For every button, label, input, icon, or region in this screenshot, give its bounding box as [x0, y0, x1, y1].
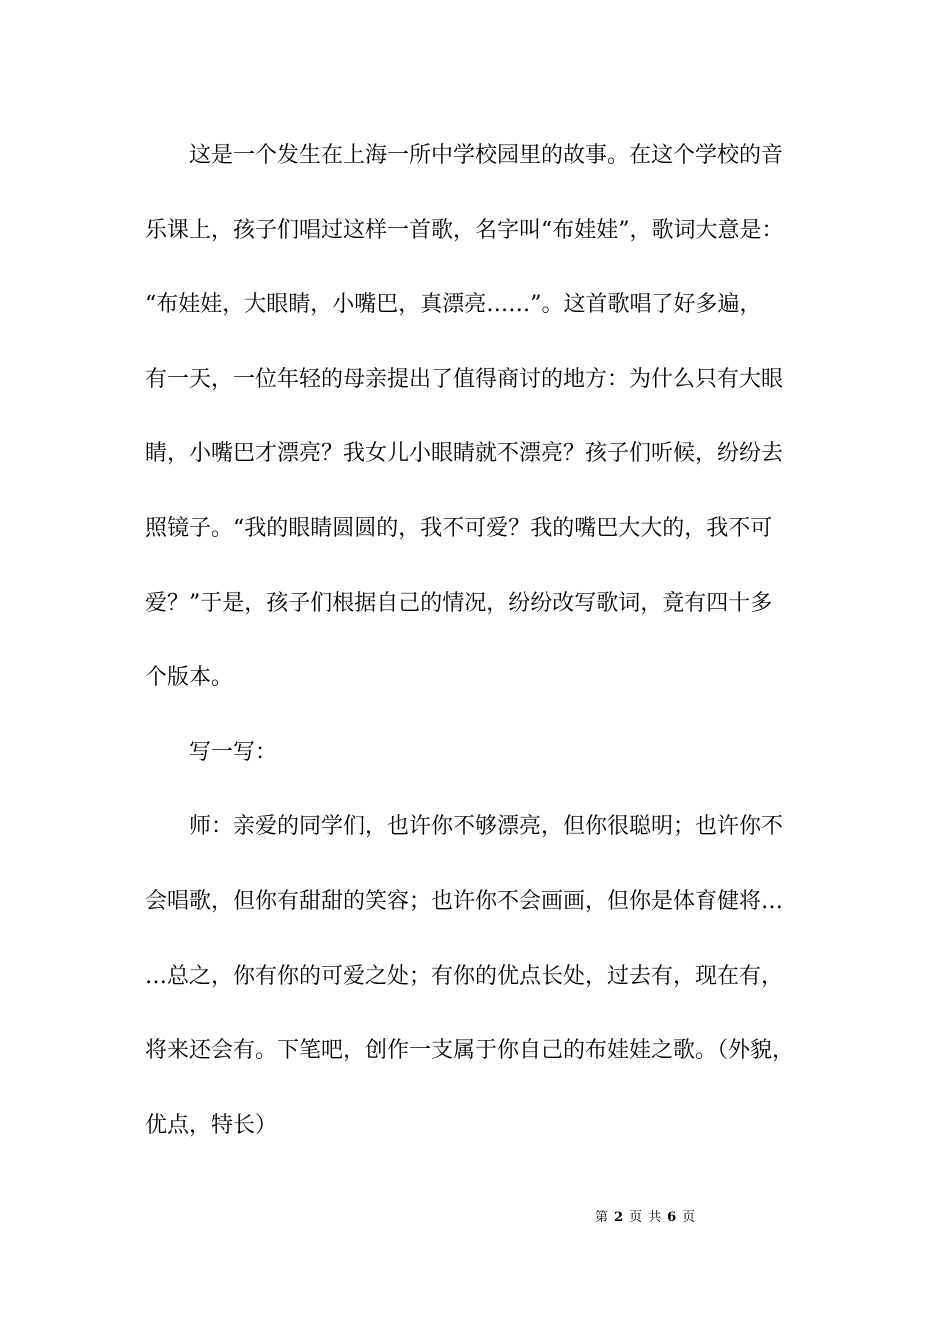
footer-total-pages: 6: [667, 1210, 677, 1225]
footer-current-page: 2: [614, 1210, 624, 1225]
footer-page-word: 页: [629, 1210, 643, 1225]
footer-suffix: 页: [682, 1210, 696, 1225]
paragraph-1-line-6: 照镜子。“我的眼睛圆圆的，我不可爱？我的嘴巴大大的，我不可: [145, 515, 773, 541]
paragraph-1-line-7: 爱？”于是，孩子们根据自己的情况，纷纷改写歌词，竟有四十多: [145, 590, 773, 616]
page-footer: [595, 1208, 701, 1228]
paragraph-3-line-2: 会唱歌，但你有甜甜的笑容；也许你不会画画，但你是体育健将…: [145, 888, 784, 914]
paragraph-1-line-3: “布娃娃，大眼睛，小嘴巴，真漂亮……”。这首歌唱了好多遍，: [145, 292, 762, 318]
section-heading-write: 写一写：: [189, 739, 278, 765]
paragraph-3-line-4: 将来还会有。下笔吧，创作一支属于你自己的布娃娃之歌。（外貌，: [145, 1038, 795, 1064]
document-body: [145, 131, 835, 1175]
paragraph-1-line-5: 睛，小嘴巴才漂亮？我女儿小眼睛就不漂亮？孩子们听候，纷纷去: [145, 441, 784, 467]
paragraph-1-line-1: 这是一个发生在上海一所中学校园里的故事。在这个学校的音: [189, 143, 784, 168]
paragraph-3-line-5: 优点，特长）: [145, 1112, 278, 1138]
footer-total-word: 共: [648, 1210, 662, 1225]
footer-prefix: 第: [595, 1210, 609, 1225]
paragraph-1-line-4: 有一天，一位年轻的母亲提出了值得商讨的地方：为什么只有大眼: [145, 366, 784, 392]
paragraph-3-line-3: …总之，你有你的可爱之处；有你的优点长处，过去有，现在有，: [145, 963, 784, 989]
paragraph-3-line-1: 师：亲爱的同学们，也许你不够漂亮，但你很聪明；也许你不: [189, 814, 784, 840]
paragraph-1-line-2: 乐课上，孩子们唱过这样一首歌，名字叫“布娃娃”，歌词大意是：: [145, 217, 784, 243]
paragraph-1-line-8: 个版本。: [145, 665, 234, 691]
